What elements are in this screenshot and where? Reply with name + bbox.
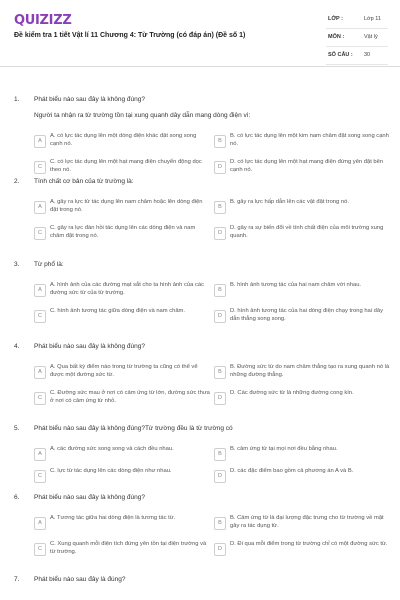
question-text: Phát biểu nào sau đây là không đúng?Từ trường đều là từ trường có: [34, 425, 233, 432]
option-text: A. hình ảnh của các đường mạt sắt cho ta hình ảnh của các đường sức từ của từ trường.: [50, 282, 204, 296]
question-number: 5.: [14, 425, 20, 432]
option-letter-box: A: [34, 366, 46, 379]
question-number: 3.: [14, 261, 20, 268]
option-text: A. gây ra lực từ tác dụng lên nam châm hoặc lên dòng điện đặt trong nó.: [50, 199, 203, 213]
meta-label: LỚP :: [328, 16, 343, 22]
option-text: B. Cảm ứng từ là đại lượng đặc trưng cho từ trường về mặt gây ra tác dụng từ.: [230, 515, 384, 529]
meta-row-class: [326, 13, 388, 29]
option-letter-box: B: [214, 366, 226, 379]
meta-row-subject: [326, 31, 388, 47]
option-letter-box: B: [214, 284, 226, 297]
option-letter-box: C: [34, 392, 46, 405]
option-letter-box: A: [34, 517, 46, 530]
meta-panel: [326, 13, 388, 67]
option-text: B. cảm ứng từ tại mọi nơi đều bằng nhau.: [230, 446, 338, 452]
question-text: Phát biểu nào sau đây là đúng?: [34, 576, 126, 583]
option-letter-box: D: [214, 161, 226, 174]
option-letter-box: C: [34, 543, 46, 556]
option-letter-box: D: [214, 310, 226, 323]
option-letter-box: D: [214, 470, 226, 483]
meta-value: 30: [364, 52, 371, 58]
option-b[interactable]: [214, 363, 392, 385]
worksheet-header: [0, 0, 400, 62]
question-number: 1.: [14, 96, 20, 103]
option-text: D. Các đường sức từ là những đường cong kín.: [230, 390, 354, 396]
option-text: D. có lực tác dụng lên một hạt mang điện đứng yên đặt bên cạnh nó.: [230, 159, 384, 173]
option-text: C. có lực tác dụng lên một hạt mang điện chuyển động dọc theo nó.: [50, 159, 202, 173]
option-letter-box: B: [214, 448, 226, 461]
option-b[interactable]: [214, 445, 392, 467]
header-divider: [0, 66, 400, 67]
option-d[interactable]: [214, 158, 392, 180]
option-b[interactable]: [214, 198, 392, 220]
option-letter-box: D: [214, 543, 226, 556]
question-number: 4.: [14, 343, 20, 350]
option-text: A. Tương tác giữa hai dòng điện là tương tác từ.: [50, 515, 176, 521]
option-c[interactable]: [34, 224, 212, 246]
option-text: C. Đường sức mau ở nơi có cảm ứng từ lớn, đường sức thưa ở nơi có cảm ứng từ nhỏ.: [50, 390, 210, 404]
option-text: D. gây ra sự biến đổi về tính chất điện của môi trường xung quanh.: [230, 225, 384, 239]
option-d[interactable]: [214, 467, 392, 489]
option-d[interactable]: [214, 224, 392, 246]
meta-value: Vật lý: [364, 34, 378, 40]
option-d[interactable]: [214, 540, 392, 562]
option-text: C. lực từ tác dụng lên các dòng điện như nhau.: [50, 468, 172, 474]
option-letter-box: A: [34, 135, 46, 148]
meta-label: SỐ CÂU :: [328, 52, 353, 58]
option-c[interactable]: [34, 467, 212, 489]
question-text: Từ phổ là:: [34, 261, 64, 268]
option-letter-box: A: [34, 201, 46, 214]
option-text: D. Đi qua mỗi điểm trong từ trường chỉ có một đường sức từ.: [230, 541, 388, 547]
option-text: A. Qua bất kỳ điểm nào trong từ trường ta cũng có thể vẽ được một đường sức từ.: [50, 364, 198, 378]
meta-label: MÔN :: [328, 34, 345, 40]
option-text: A. các đường sức song song và cách đều nhau.: [50, 446, 174, 452]
question-text: Phát biểu nào sau đây là không đúng?: [34, 343, 145, 350]
option-b[interactable]: [214, 281, 392, 303]
option-text: B. có lực tác dụng lên một kim nam châm đặt song song cạnh nó.: [230, 133, 389, 147]
meta-value: Lớp 11: [364, 16, 381, 22]
option-letter-box: B: [214, 517, 226, 530]
option-a[interactable]: [34, 363, 212, 385]
question-text: Tính chất cơ bản của từ trường là:: [34, 178, 134, 185]
option-letter-box: B: [214, 135, 226, 148]
option-a[interactable]: [34, 281, 212, 303]
option-letter-box: C: [34, 470, 46, 483]
question-number: 6.: [14, 494, 20, 501]
option-text: D. các đặc điểm bao gồm cả phương án A và B.: [230, 468, 354, 474]
question-subtext: Người ta nhận ra từ trường tồn tại xung quanh dây dẫn mang dòng điện vì:: [34, 112, 251, 119]
option-text: D. hình ảnh tương tác của hai dòng điện chạy trong hai dây dẫn thẳng song song.: [230, 308, 384, 322]
option-text: C. Xung quanh mỗi điện tích đứng yên tồn tại điện trường và từ trường.: [50, 541, 207, 555]
option-a[interactable]: [34, 445, 212, 467]
option-letter-box: C: [34, 310, 46, 323]
meta-row-count: [326, 49, 388, 65]
option-letter-box: C: [34, 227, 46, 240]
option-text: B. gây ra lực hấp dẫn lên các vật đặt trong nó.: [230, 199, 349, 205]
option-d[interactable]: [214, 389, 392, 411]
question-text: Phát biểu nào sau đây là không đúng?: [34, 494, 145, 501]
option-b[interactable]: [214, 514, 392, 536]
option-a[interactable]: [34, 514, 212, 536]
option-c[interactable]: [34, 540, 212, 562]
option-letter-box: A: [34, 284, 46, 297]
option-letter-box: D: [214, 392, 226, 405]
quizizz-logo: QUIZIZZ: [14, 13, 72, 28]
question-text: Phát biểu nào sau đây là không đúng?: [34, 96, 145, 103]
question-number: 7.: [14, 576, 20, 583]
option-c[interactable]: [34, 389, 212, 411]
option-letter-box: D: [214, 227, 226, 240]
option-text: C. hình ảnh tương tác giữa dòng điện và nam châm.: [50, 308, 185, 314]
option-d[interactable]: [214, 307, 392, 329]
option-a[interactable]: [34, 198, 212, 220]
option-letter-box: A: [34, 448, 46, 461]
option-text: B. hình ảnh tương tác của hai nam châm với nhau.: [230, 282, 362, 288]
option-a[interactable]: [34, 132, 212, 154]
question-number: 2.: [14, 178, 20, 185]
option-c[interactable]: [34, 158, 212, 180]
option-b[interactable]: [214, 132, 392, 154]
option-letter-box: B: [214, 201, 226, 214]
option-text: C. gây ra lực đàn hồi tác dụng lên các dòng điện và nam châm đặt trong nó.: [50, 225, 196, 239]
option-c[interactable]: [34, 307, 212, 329]
option-text: A. có lực tác dụng lên một dòng điện khác đặt song song cạnh nó.: [50, 133, 197, 147]
option-letter-box: C: [34, 161, 46, 174]
worksheet-title: Đề kiểm tra 1 tiết Vật lí 11 Chương 4: Từ Trường (có đáp án) (Đề số 1): [14, 32, 246, 39]
option-text: B. Đường sức từ do nam châm thẳng tạo ra xung quanh nó là những đường thẳng.: [230, 364, 390, 378]
